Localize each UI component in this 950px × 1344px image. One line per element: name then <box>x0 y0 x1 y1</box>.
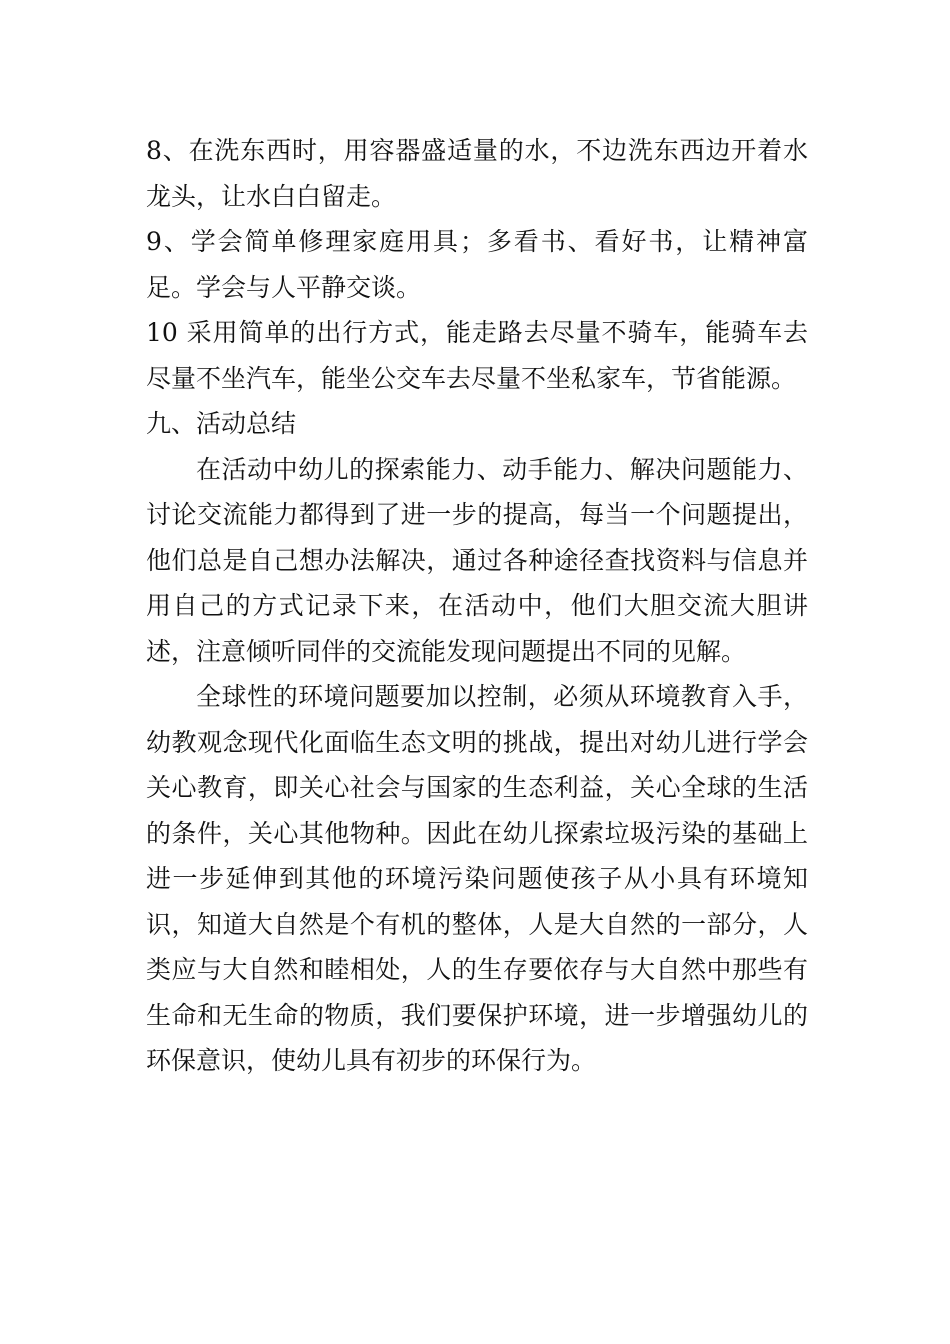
document-body <box>146 128 808 1084</box>
summary-paragraph-1: 在活动中幼儿的探索能力、动手能力、解决问题能力、讨论交流能力都得到了进一步的提高，每当一个问题提出，他们总是自己想办法解决，通过各种途径查找资料与信息并用自己的方式记录下来，在活动中，他们大胆交流大胆讲述，注意倾听同伴的交流能发现问题提出不同的见解。 <box>146 454 808 666</box>
summary-paragraph-2: 全球性的环境问题要加以控制，必须从环境教育入手，幼教观念现代化面临生态文明的挑战，提出对幼儿进行学会关心教育，即关心社会与国家的生态利益，关心全球的生活的条件，关心其他物种。因此在幼儿探索垃圾污染的基础上进一步延伸到其他的环境污染问题使孩子从小具有环境知识，知道大自然是个有机的整体，人是大自然的一部分，人类应与大自然和睦相处，人的生存要依存与大自然中那些有生命和无生命的物质，我们要保护环境，进一步增强幼儿的环保意识，使幼儿具有初步的环保行为。 <box>146 682 808 1075</box>
list-item-10: 10 采用简单的出行方式，能走路去尽量不骑车，能骑车去尽量不坐汽车，能坐公交车去尽量不坐私家车，节省能源。 <box>146 318 808 393</box>
section-heading: 九、活动总结 <box>146 409 297 438</box>
list-item-9: 9、学会简单修理家庭用具；多看书、看好书，让精神富足。学会与人平静交谈。 <box>146 227 808 302</box>
list-item-8: 8、在洗东西时，用容器盛适量的水，不边洗东西边开着水龙头，让水白白留走。 <box>146 136 808 211</box>
